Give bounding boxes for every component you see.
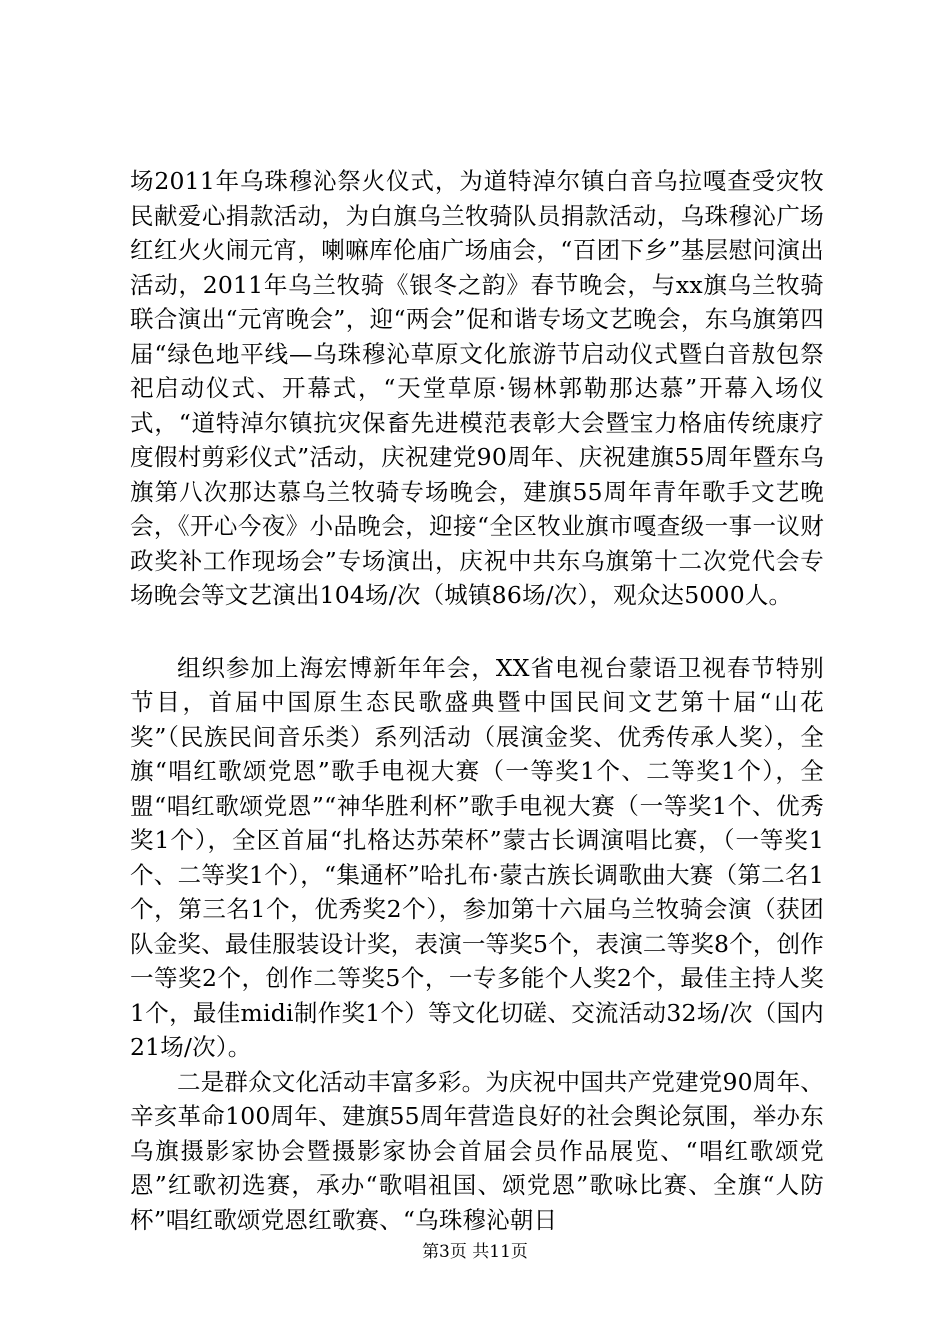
paragraph-gap: [130, 613, 824, 651]
paragraph-2: 组织参加上海宏博新年年会，XX省电视台蒙语卫视春节特别节目，首届中国原生态民歌盛典暨中国民间文艺第十届“山花奖”（民族民间音乐类）系列活动（展演金奖、优秀传承人奖），全旗“唱红歌颂党恩”歌手电视大赛（一等奖1个、二等奖1个），全盟“唱红歌颂党恩”“神华胜利杯”歌手电视大赛（一等奖1个、优秀奖1个），全区首届“扎格达苏荣杯”蒙古长调演唱比赛，（一等奖1个、二等奖1个），“集通杯”哈扎布·蒙古族长调歌曲大赛（第二名1个，第三名1个，优秀奖2个），参加第十六届乌兰牧骑会演（获团队金奖、最佳服装设计奖，表演一等奖5个，表演二等奖8个，创作一等奖2个，创作二等奖5个，一专多能个人奖2个，最佳主持人奖1个，最佳midi制作奖1个）等文化切磋、交流活动32场/次（国内21场/次）。: [130, 653, 824, 1061]
paragraph-1: 场2011年乌珠穆沁祭火仪式，为道特淖尔镇白音乌拉嘎查受灾牧民献爱心捐款活动，为白旗乌兰牧骑队员捐款活动，乌珠穆沁广场红红火火闹元宵，喇嘛库伦庙广场庙会，“百团下乡”基层慰问演出活动，2011年乌兰牧骑《银冬之韵》春节晚会，与xx旗乌兰牧骑联合演出“元宵晚会”，迎“两会”促和谐专场文艺晚会，东乌旗第四届“绿色地平线—乌珠穆沁草原文化旅游节启动仪式暨白音敖包祭祀启动仪式、开幕式，“天堂草原·锡林郭勒那达慕”开幕入场仪式，“道特淖尔镇抗灾保畜先进模范表彰大会暨宝力格庙传统康疗度假村剪彩仪式”活动，庆祝建党90周年、庆祝建旗55周年暨东乌旗第八次那达慕乌兰牧骑专场晚会，建旗55周年青年歌手文艺晚会，《开心今夜》小品晚会，迎接“全区牧业旗市嘎查级一事一议财政奖补工作现场会”专场演出，庆祝中共东乌旗第十二次党代会专场晚会等文艺演出104场/次（城镇86场/次），观众达5000人。: [130, 167, 824, 609]
document-body: [130, 164, 824, 1237]
page-number-footer: 第3页 共11页: [422, 1242, 528, 1262]
paragraph-3: 二是群众文化活动丰富多彩。为庆祝中国共产党建党90周年、辛亥革命100周年、建旗55周年营造良好的社会舆论氛围，举办东乌旗摄影家协会暨摄影家协会首届会员作品展览、“唱红歌颂党恩”红歌初选赛，承办“歌唱祖国、颂党恩”歌咏比赛、全旗“人防杯”唱红歌颂党恩红歌赛、“乌珠穆沁朝日: [130, 1067, 824, 1234]
